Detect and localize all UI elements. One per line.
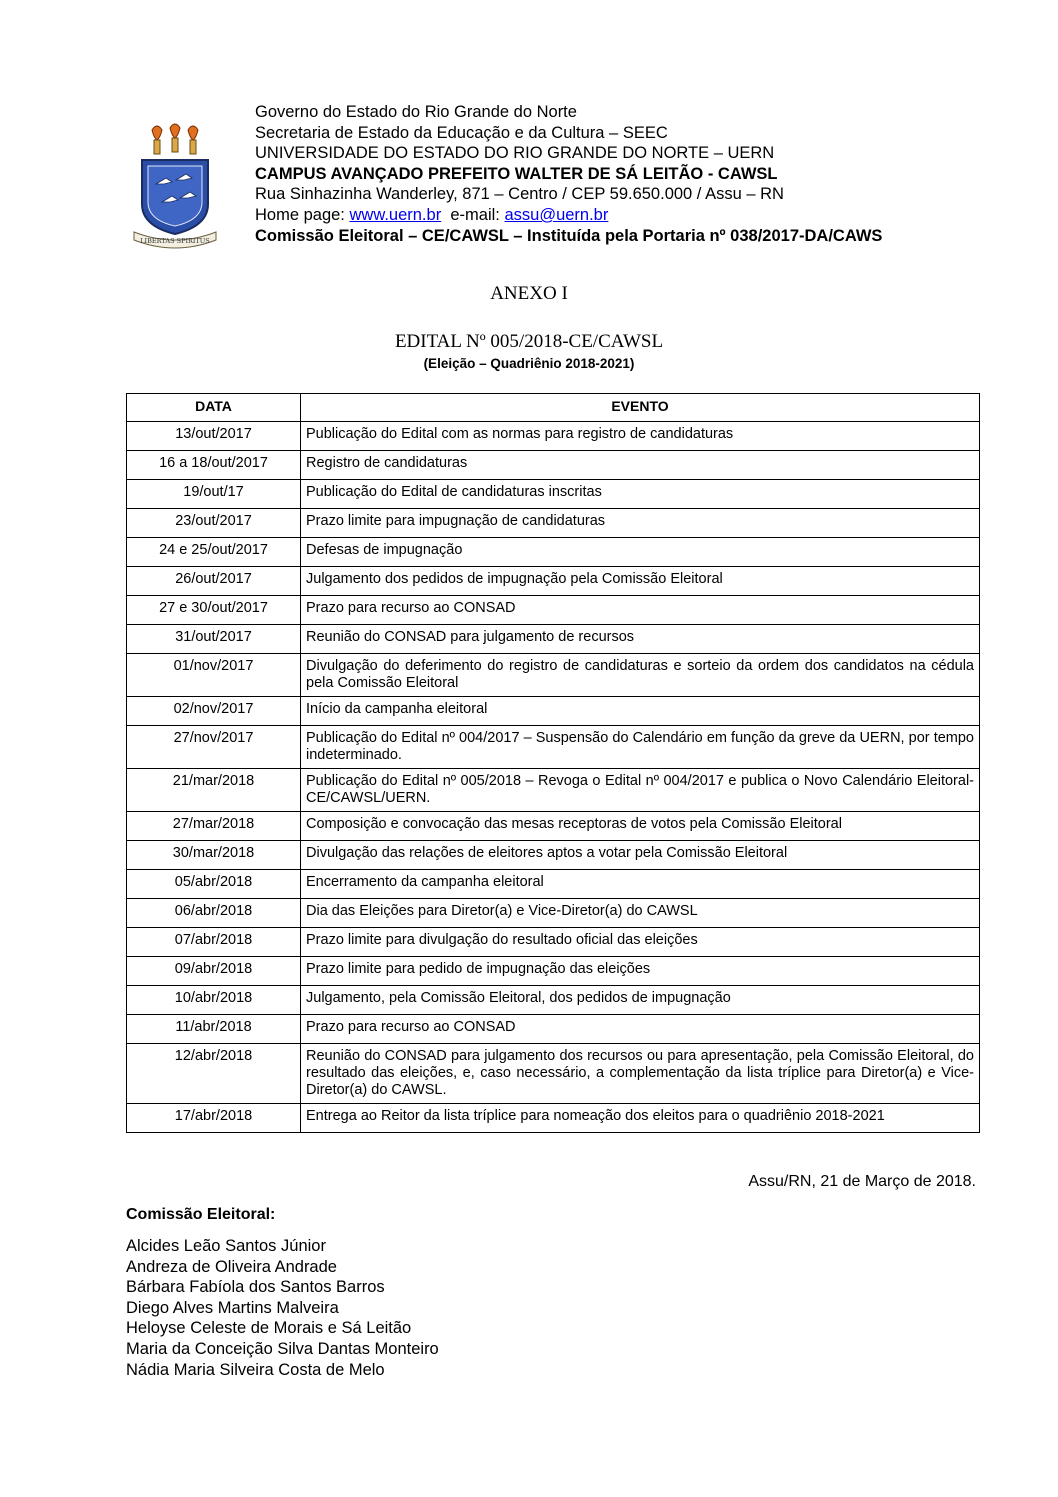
homepage-link[interactable]: www.uern.br bbox=[349, 205, 442, 224]
table-header-row bbox=[127, 394, 980, 422]
event-cell: Prazo limite para impugnação de candidaturas bbox=[301, 509, 980, 538]
table-row bbox=[127, 697, 980, 726]
table-row bbox=[127, 509, 980, 538]
commission-title: Comissão Eleitoral: bbox=[126, 1206, 276, 1223]
table-row bbox=[127, 1104, 980, 1133]
event-cell: Entrega ao Reitor da lista tríplice para nomeação dos eleitos para o quadriênio 2018-2021 bbox=[301, 1104, 980, 1133]
date-cell: 26/out/2017 bbox=[127, 567, 301, 596]
event-cell: Divulgação do deferimento do registro de candidaturas e sorteio da ordem dos candidatos na cédula pela Comissão Eleitoral bbox=[301, 654, 980, 697]
date-cell: 05/abr/2018 bbox=[127, 870, 301, 899]
table-row bbox=[127, 654, 980, 697]
date-cell: 30/mar/2018 bbox=[127, 841, 301, 870]
date-cell: 06/abr/2018 bbox=[127, 899, 301, 928]
table-row bbox=[127, 596, 980, 625]
table-row bbox=[127, 957, 980, 986]
date-cell: 19/out/17 bbox=[127, 480, 301, 509]
election-calendar-table bbox=[126, 393, 980, 1133]
table-row bbox=[127, 1044, 980, 1104]
date-cell: 16 a 18/out/2017 bbox=[127, 451, 301, 480]
date-cell: 27/nov/2017 bbox=[127, 726, 301, 769]
list-item: Alcides Leão Santos Júnior bbox=[126, 1237, 326, 1255]
table-row bbox=[127, 1015, 980, 1044]
event-cell: Publicação do Edital com as normas para registro de candidaturas bbox=[301, 422, 980, 451]
election-subtitle: (Eleição – Quadriênio 2018-2021) bbox=[423, 356, 635, 371]
date-cell: 01/nov/2017 bbox=[127, 654, 301, 697]
date-cell: 12/abr/2018 bbox=[127, 1044, 301, 1104]
list-item: Andreza de Oliveira Andrade bbox=[126, 1257, 337, 1276]
event-cell: Julgamento dos pedidos de impugnação pela Comissão Eleitoral bbox=[301, 567, 980, 596]
event-cell: Composição e convocação das mesas receptoras de votos pela Comissão Eleitoral bbox=[301, 812, 980, 841]
event-cell: Registro de candidaturas bbox=[301, 451, 980, 480]
logo-motto: LIBERTAS SPIRITUS bbox=[140, 237, 210, 245]
date-cell: 24 e 25/out/2017 bbox=[127, 538, 301, 567]
uern-logo bbox=[130, 122, 220, 252]
list-item: Maria da Conceição Silva Dantas Monteiro bbox=[126, 1339, 439, 1358]
homepage-label: Home page: bbox=[255, 205, 345, 224]
date-cell: 10/abr/2018 bbox=[127, 986, 301, 1015]
header-line-address: Rua Sinhazinha Wanderley, 871 – Centro / CEP 59.650.000 / Assu – RN bbox=[255, 185, 784, 204]
table-row bbox=[127, 625, 980, 654]
table-row bbox=[127, 986, 980, 1015]
date-cell: 09/abr/2018 bbox=[127, 957, 301, 986]
list-item: Heloyse Celeste de Morais e Sá Leitão bbox=[126, 1319, 412, 1338]
table-row bbox=[127, 841, 980, 870]
list-item: Nádia Maria Silveira Costa de Melo bbox=[126, 1360, 385, 1379]
header-line-campus: CAMPUS AVANÇADO PREFEITO WALTER DE SÁ LEITÃO - CAWSL bbox=[255, 164, 778, 183]
email-label: e-mail: bbox=[450, 205, 500, 224]
event-cell: Reunião do CONSAD para julgamento dos recursos ou para apresentação, pela Comissão Eleitoral, do resultado das eleições, e, caso necessário, a complementação da lista tríplice para Diretor(a) e Vice-Diretor(a) do CAWSL. bbox=[301, 1044, 980, 1104]
table-row bbox=[127, 870, 980, 899]
header-line-secretariat: Secretaria de Estado da Educação e da Cultura – SEEC bbox=[255, 123, 668, 142]
commission-members-list bbox=[126, 1236, 439, 1380]
place-and-date: Assu/RN, 21 de Março de 2018. bbox=[748, 1173, 976, 1190]
coat-of-arms-icon bbox=[130, 122, 220, 252]
header-line-contacts bbox=[255, 205, 975, 226]
table-row bbox=[127, 567, 980, 596]
event-cell: Dia das Eleições para Diretor(a) e Vice-Diretor(a) do CAWSL bbox=[301, 899, 980, 928]
torch-icon bbox=[152, 124, 198, 154]
event-cell: Publicação do Edital de candidaturas inscritas bbox=[301, 480, 980, 509]
table-row bbox=[127, 480, 980, 509]
event-cell: Prazo limite para divulgação do resultado oficial das eleições bbox=[301, 928, 980, 957]
table-row bbox=[127, 451, 980, 480]
institution-header bbox=[255, 102, 975, 246]
column-header-event: EVENTO bbox=[301, 394, 980, 422]
event-cell: Prazo limite para pedido de impugnação das eleições bbox=[301, 957, 980, 986]
table-body bbox=[127, 422, 980, 1133]
date-cell: 27 e 30/out/2017 bbox=[127, 596, 301, 625]
date-cell: 23/out/2017 bbox=[127, 509, 301, 538]
table-row bbox=[127, 726, 980, 769]
date-cell: 17/abr/2018 bbox=[127, 1104, 301, 1133]
list-item: Diego Alves Martins Malveira bbox=[126, 1298, 339, 1317]
edital-title: EDITAL Nº 005/2018-CE/CAWSL bbox=[394, 331, 664, 352]
table-row bbox=[127, 899, 980, 928]
header-line-commission: Comissão Eleitoral – CE/CAWSL – Instituída pela Portaria nº 038/2017-DA/CAWS bbox=[255, 226, 883, 245]
anexo-title: ANEXO I bbox=[490, 283, 568, 304]
header-line-university: UNIVERSIDADE DO ESTADO DO RIO GRANDE DO NORTE – UERN bbox=[255, 144, 775, 163]
event-cell: Publicação do Edital nº 004/2017 – Suspensão do Calendário em função da greve da UERN, por tempo indeterminado. bbox=[301, 726, 980, 769]
list-item: Bárbara Fabíola dos Santos Barros bbox=[126, 1278, 385, 1297]
event-cell: Início da campanha eleitoral bbox=[301, 697, 980, 726]
date-cell: 07/abr/2018 bbox=[127, 928, 301, 957]
event-cell: Defesas de impugnação bbox=[301, 538, 980, 567]
table-row bbox=[127, 422, 980, 451]
table-row bbox=[127, 769, 980, 812]
event-cell: Publicação do Edital nº 005/2018 – Revoga o Edital nº 004/2017 e publica o Novo Calendário Eleitoral-CE/CAWSL/UERN. bbox=[301, 769, 980, 812]
table-row bbox=[127, 928, 980, 957]
table-row bbox=[127, 538, 980, 567]
email-link[interactable]: assu@uern.br bbox=[504, 205, 609, 224]
column-header-date: DATA bbox=[127, 394, 301, 422]
event-cell: Encerramento da campanha eleitoral bbox=[301, 870, 980, 899]
event-cell: Divulgação das relações de eleitores aptos a votar pela Comissão Eleitoral bbox=[301, 841, 980, 870]
date-cell: 31/out/2017 bbox=[127, 625, 301, 654]
table-row bbox=[127, 812, 980, 841]
event-cell: Reunião do CONSAD para julgamento de recursos bbox=[301, 625, 980, 654]
date-cell: 21/mar/2018 bbox=[127, 769, 301, 812]
date-cell: 11/abr/2018 bbox=[127, 1015, 301, 1044]
event-cell: Julgamento, pela Comissão Eleitoral, dos pedidos de impugnação bbox=[301, 986, 980, 1015]
date-cell: 02/nov/2017 bbox=[127, 697, 301, 726]
date-cell: 13/out/2017 bbox=[127, 422, 301, 451]
header-line-government: Governo do Estado do Rio Grande do Norte bbox=[255, 103, 577, 121]
event-cell: Prazo para recurso ao CONSAD bbox=[301, 1015, 980, 1044]
date-cell: 27/mar/2018 bbox=[127, 812, 301, 841]
event-cell: Prazo para recurso ao CONSAD bbox=[301, 596, 980, 625]
